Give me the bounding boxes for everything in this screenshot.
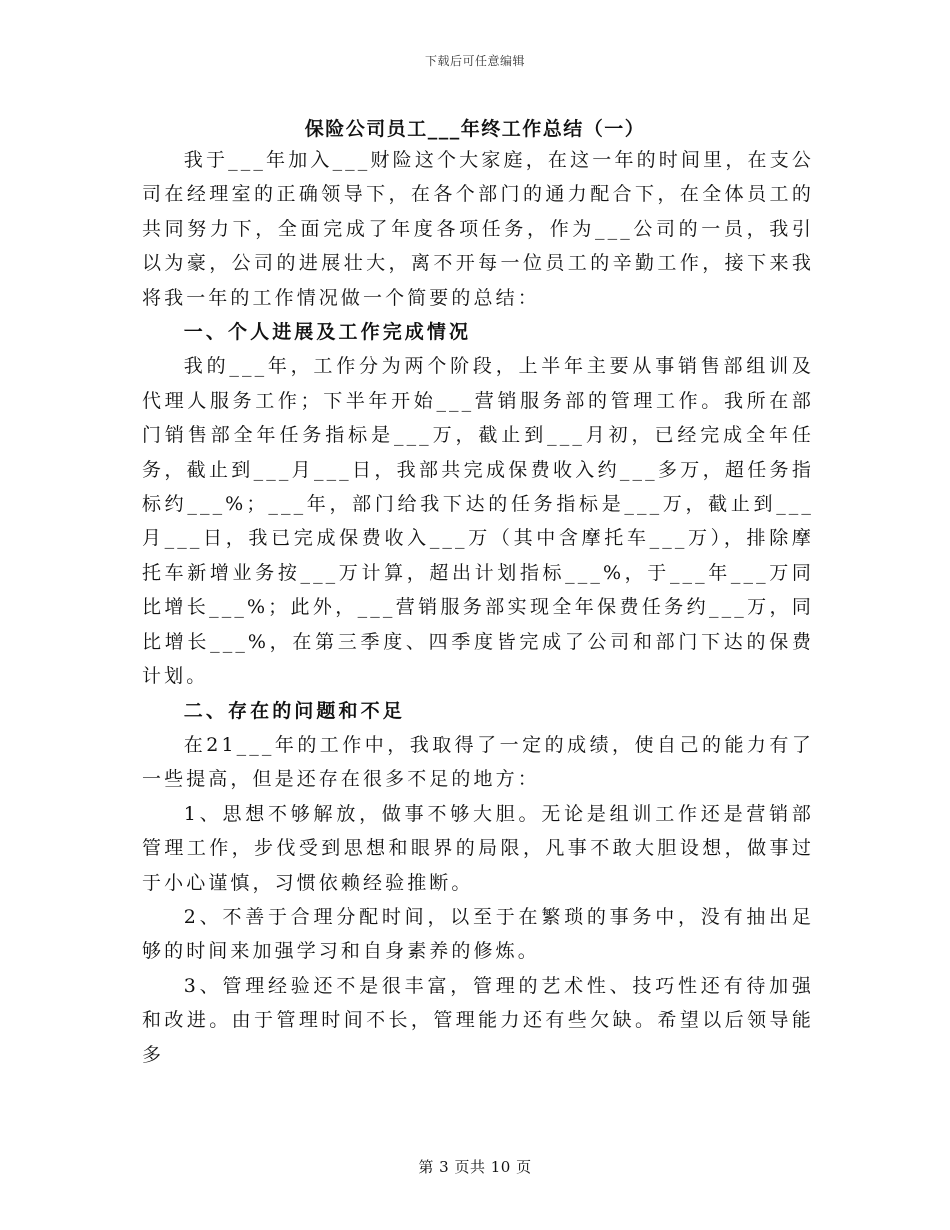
section-2-intro: 在21___年的工作中，我取得了一定的成绩，使自己的能力有了一些提高，但是还存在很多不足的地方： <box>142 733 814 791</box>
intro-paragraph: 我于___年加入___财险这个大家庭，在这一年的时间里，在支公司在经理室的正确领导下，在各个部门的通力配合下，在全体员工的共同努力下，全面完成了年度各项任务，作为___公司的一员，我引以为豪，公司的进展壮大，离不开每一位员工的辛勤工作，接下来我将我一年的工作情况做一个简要的总结： <box>142 149 814 309</box>
section-1-paragraph: 我的___年，工作分为两个阶段，上半年主要从事销售部组训及代理人服务工作；下半年开始___营销服务部的管理工作。我所在部门销售部全年任务指标是___万，截止到___月初，已经完成全年任务，截止到___月___日，我部共完成保费收入约___多万，超任务指标约___%；___年，部门给我下达的任务指标是___万，截止到___月___日，我已完成保费收入___万（其中含摩托车___万），排除摩托车新增业务按___万计算，超出计划指标___%，于___年___万同比增长___%；此外，___营销服务部实现全年保费任务约___万，同比增长___%，在第三季度、四季度皆完成了公司和部门下达的保费计划。 <box>142 355 814 688</box>
page-footer: 第 3 页共 10 页 <box>418 1158 532 1176</box>
document-title: 保险公司员工___年终工作总结（一） <box>304 118 646 140</box>
header-note: 下载后可任意编辑 <box>424 54 525 68</box>
section-2-item-2: 2、不善于合理分配时间，以至于在繁琐的事务中，没有抽出足够的时间来加强学习和自身素养的修炼。 <box>142 905 814 963</box>
document-body <box>142 143 814 1072</box>
section-2-item-3: 3、管理经验还不是很丰富，管理的艺术性、技巧性还有待加强和改进。由于管理时间不长，管理能力还有些欠缺。希望以后领导能多 <box>142 974 814 1066</box>
section-2-heading: 二、存在的问题和不足 <box>183 699 405 722</box>
section-2-item-1: 1、思想不够解放，做事不够大胆。无论是组训工作还是营销部管理工作，步伐受到思想和眼界的局限，凡事不敢大胆设想，做事过于小心谨慎，习惯依赖经验推断。 <box>142 802 814 894</box>
section-1-heading: 一、个人进展及工作完成情况 <box>183 321 472 344</box>
